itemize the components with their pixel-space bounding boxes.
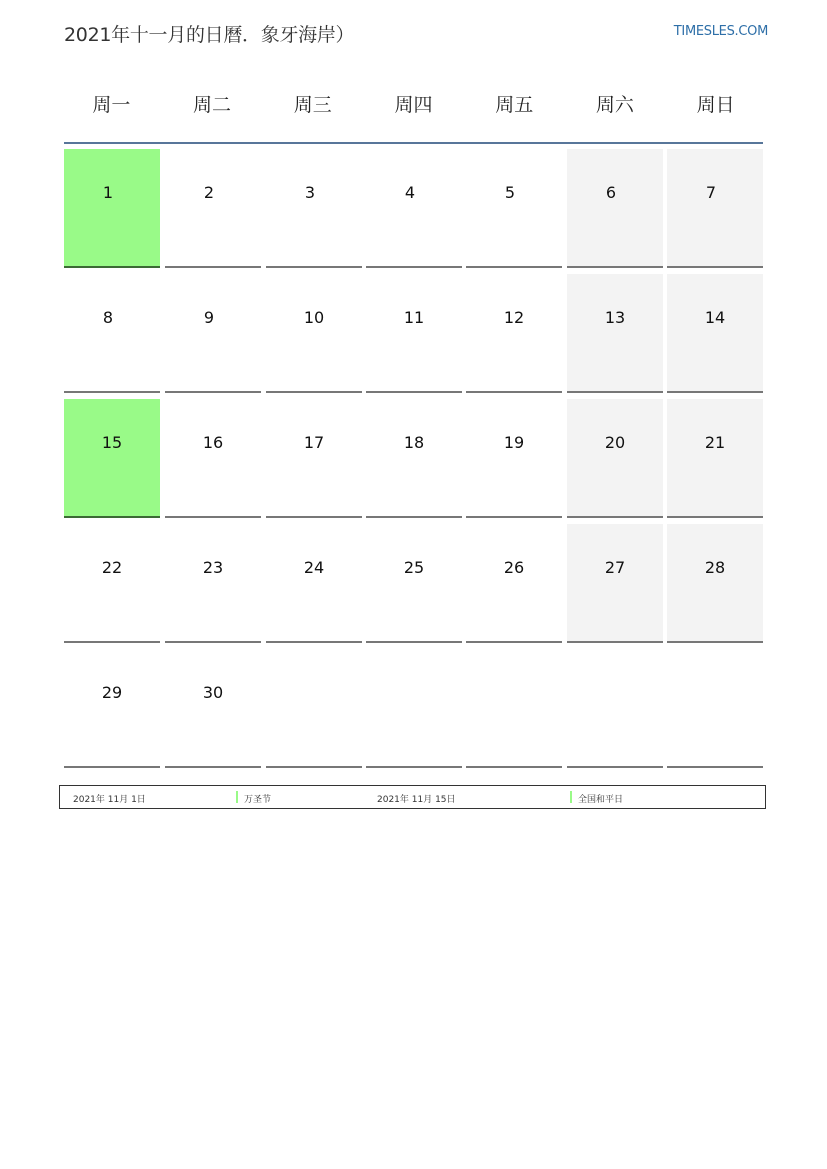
weekday-label: 周日 [696, 94, 735, 116]
day-cell[interactable] [567, 274, 663, 393]
day-number: 26 [503, 558, 525, 577]
day-cell[interactable] [667, 399, 763, 518]
day-cell[interactable] [466, 524, 562, 643]
day-cell[interactable] [366, 149, 462, 268]
empty-day-cell [567, 649, 663, 768]
holiday-marker [236, 791, 238, 803]
day-cell[interactable] [567, 524, 663, 643]
weekday-label: 周五 [495, 94, 534, 116]
day-cell[interactable] [466, 274, 562, 393]
day-number: 2 [203, 183, 215, 202]
empty-day-cell [266, 649, 362, 768]
day-cell[interactable] [567, 149, 663, 268]
day-number: 19 [503, 433, 525, 452]
day-number: 11 [403, 308, 425, 327]
day-number: 13 [604, 308, 626, 327]
day-number: 15 [101, 433, 123, 452]
day-cell[interactable] [266, 274, 362, 393]
day-cell[interactable] [64, 274, 160, 393]
day-number: 3 [304, 183, 316, 202]
day-number: 9 [203, 308, 215, 327]
day-cell[interactable] [667, 149, 763, 268]
day-number: 1 [102, 183, 114, 202]
page-title: 2021年十一月的日曆．象牙海岸） [64, 24, 355, 46]
day-cell[interactable] [64, 524, 160, 643]
day-cell[interactable] [165, 149, 261, 268]
day-cell[interactable] [266, 524, 362, 643]
day-cell[interactable] [366, 524, 462, 643]
day-number: 30 [202, 683, 224, 702]
day-cell[interactable] [366, 274, 462, 393]
legend-holiday-name: 万圣节 [244, 795, 272, 805]
holiday-legend [59, 785, 766, 809]
day-cell[interactable] [266, 149, 362, 268]
day-number: 14 [704, 308, 726, 327]
header-divider [64, 142, 763, 144]
day-cell[interactable] [667, 524, 763, 643]
day-number: 10 [303, 308, 325, 327]
weekday-header [61, 90, 766, 117]
day-cell[interactable] [165, 524, 261, 643]
day-cell[interactable] [64, 649, 160, 768]
day-cell[interactable] [466, 149, 562, 268]
day-number: 24 [303, 558, 325, 577]
day-cell[interactable] [266, 399, 362, 518]
day-cell[interactable] [165, 649, 261, 768]
day-cell[interactable] [64, 149, 160, 268]
day-number: 23 [202, 558, 224, 577]
day-number: 7 [705, 183, 717, 202]
day-cell[interactable] [366, 399, 462, 518]
day-number: 29 [101, 683, 123, 702]
day-number: 28 [704, 558, 726, 577]
day-number: 17 [303, 433, 325, 452]
day-number: 27 [604, 558, 626, 577]
day-number: 4 [404, 183, 416, 202]
day-cell[interactable] [667, 274, 763, 393]
legend-date: 2021年 11月 1日 [73, 795, 146, 805]
day-cell[interactable] [64, 399, 160, 518]
day-number: 5 [504, 183, 516, 202]
empty-day-cell [667, 649, 763, 768]
empty-day-cell [466, 649, 562, 768]
day-number: 20 [604, 433, 626, 452]
weekday-label: 周二 [193, 94, 232, 116]
weekday-label: 周四 [394, 94, 433, 116]
day-cell[interactable] [567, 399, 663, 518]
legend-holiday-name: 全国和平日 [578, 795, 624, 805]
day-cell[interactable] [466, 399, 562, 518]
day-cell[interactable] [165, 399, 261, 518]
day-number: 16 [202, 433, 224, 452]
day-number: 18 [403, 433, 425, 452]
holiday-marker [570, 791, 572, 803]
weekday-label: 周三 [293, 94, 332, 116]
day-number: 12 [503, 308, 525, 327]
day-number: 25 [403, 558, 425, 577]
weekday-label: 周六 [595, 94, 634, 116]
weekday-label: 周一 [92, 94, 131, 116]
legend-date: 2021年 11月 15日 [377, 795, 456, 805]
day-cell[interactable] [165, 274, 261, 393]
empty-day-cell [366, 649, 462, 768]
day-number: 6 [605, 183, 617, 202]
day-number: 22 [101, 558, 123, 577]
brand-link[interactable]: TIMESLES.COM [673, 24, 768, 39]
day-number: 21 [704, 433, 726, 452]
day-number: 8 [102, 308, 114, 327]
